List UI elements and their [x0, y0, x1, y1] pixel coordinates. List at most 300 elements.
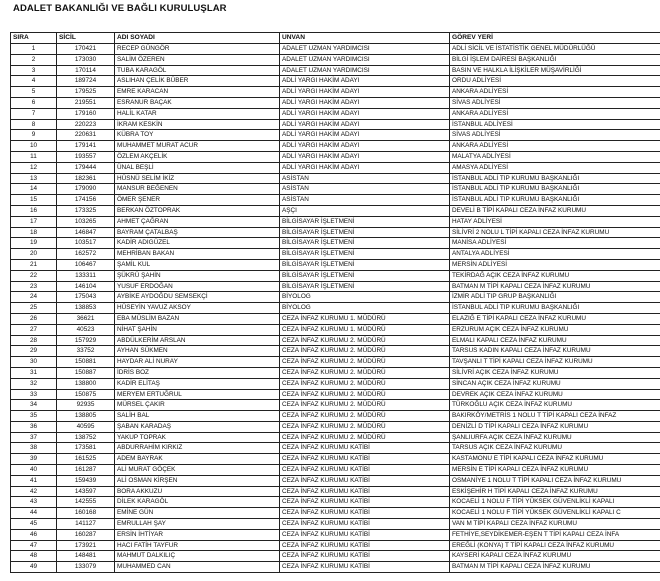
- cell-sicil: 146847: [57, 227, 115, 238]
- cell-sicil: 33752: [57, 346, 115, 357]
- cell-sicil: 179525: [57, 87, 115, 98]
- cell-sira: 41: [11, 475, 57, 486]
- cell-unvan: ADLİ YARGI HAKİM ADAYI: [280, 130, 450, 141]
- cell-gorev-yeri: ESKİŞEHİR H TİPİ KAPALI CEZA İNFAZ KURUMU: [450, 486, 660, 497]
- cell-sicil: 173581: [57, 443, 115, 454]
- cell-sicil: 219551: [57, 97, 115, 108]
- table-row: [11, 335, 660, 346]
- cell-sira: 11: [11, 151, 57, 162]
- cell-sira: 3: [11, 65, 57, 76]
- table-row: [11, 421, 660, 432]
- cell-sicil: 138853: [57, 303, 115, 314]
- table-row: [11, 529, 660, 540]
- table-row: [11, 443, 660, 454]
- cell-sira: 35: [11, 411, 57, 422]
- cell-unvan: CEZA İNFAZ KURUMU KATİBİ: [280, 551, 450, 562]
- cell-sicil: 150887: [57, 367, 115, 378]
- cell-adi-soyadi: AYBİKE AYDOĞDU SEMSEKÇİ: [115, 292, 280, 303]
- table-row: [11, 519, 660, 530]
- cell-unvan: ADLİ YARGI HAKİM ADAYI: [280, 108, 450, 119]
- cell-unvan: BİYOLOG: [280, 303, 450, 314]
- cell-gorev-yeri: MANİSA ADLİYESİ: [450, 238, 660, 249]
- cell-unvan: BİLGİSAYAR İŞLETMENİ: [280, 270, 450, 281]
- table-row: [11, 130, 660, 141]
- cell-adi-soyadi: EMİNE GÜN: [115, 508, 280, 519]
- cell-unvan: ADLİ YARGI HAKİM ADAYI: [280, 76, 450, 87]
- cell-adi-soyadi: MUHAMMET MURAT ACUR: [115, 141, 280, 152]
- cell-gorev-yeri: SİLİVRİ 2 NOLU L TİPİ KAPALI CEZA İNFAZ KURUMU: [450, 227, 660, 238]
- cell-gorev-yeri: KASTAMONU E TİPİ KAPALI CEZA İNFAZ KURUMU: [450, 454, 660, 465]
- cell-sicil: 160287: [57, 529, 115, 540]
- cell-adi-soyadi: BAYRAM ÇATALBAŞ: [115, 227, 280, 238]
- cell-sira: 48: [11, 551, 57, 562]
- cell-unvan: BİLGİSAYAR İŞLETMENİ: [280, 249, 450, 260]
- cell-sira: 19: [11, 238, 57, 249]
- table-row: [11, 508, 660, 519]
- table-row: [11, 141, 660, 152]
- cell-unvan: ADLİ YARGI HAKİM ADAYI: [280, 162, 450, 173]
- cell-adi-soyadi: SALİM ÖZEREN: [115, 54, 280, 65]
- cell-gorev-yeri: BASIN VE HALKLA İLİŞKİLER MÜŞAVİRLİĞİ: [450, 65, 660, 76]
- cell-sicil: 150875: [57, 389, 115, 400]
- cell-sira: 38: [11, 443, 57, 454]
- cell-adi-soyadi: EMRE KARACAN: [115, 87, 280, 98]
- cell-unvan: BİLGİSAYAR İŞLETMENİ: [280, 238, 450, 249]
- cell-sicil: 162572: [57, 249, 115, 260]
- cell-adi-soyadi: BORA AKKUZU: [115, 486, 280, 497]
- cell-sira: 24: [11, 292, 57, 303]
- cell-adi-soyadi: ŞÜKRÜ ŞAHİN: [115, 270, 280, 281]
- cell-unvan: CEZA İNFAZ KURUMU 2. MÜDÜRÜ: [280, 367, 450, 378]
- cell-sira: 33: [11, 389, 57, 400]
- cell-unvan: ASİSTAN: [280, 173, 450, 184]
- cell-gorev-yeri: SİNCAN AÇIK CEZA İNFAZ KURUMU: [450, 378, 660, 389]
- cell-adi-soyadi: ÖZLEM AKÇELİK: [115, 151, 280, 162]
- header-unvan: UNVAN: [280, 33, 450, 44]
- cell-gorev-yeri: ADLİ SİCİL VE İSTATİSTİK GENEL MÜDÜRLÜĞÜ: [450, 44, 660, 55]
- table-row: [11, 357, 660, 368]
- cell-sicil: 36621: [57, 313, 115, 324]
- cell-gorev-yeri: TARSUS KADIN KAPALI CEZA İNFAZ KURUMU: [450, 346, 660, 357]
- cell-adi-soyadi: MERYEM ERTUĞRUL: [115, 389, 280, 400]
- cell-adi-soyadi: HÜSEYİN YAVUZ AKSOY: [115, 303, 280, 314]
- cell-sira: 17: [11, 216, 57, 227]
- table-row: [11, 411, 660, 422]
- cell-unvan: CEZA İNFAZ KURUMU 2. MÜDÜRÜ: [280, 389, 450, 400]
- cell-sicil: 179444: [57, 162, 115, 173]
- cell-adi-soyadi: ŞABAN KARADAŞ: [115, 421, 280, 432]
- cell-adi-soyadi: KADİR ELİTAŞ: [115, 378, 280, 389]
- cell-adi-soyadi: ŞAMİL KUL: [115, 259, 280, 270]
- cell-sira: 31: [11, 367, 57, 378]
- cell-gorev-yeri: İSTANBUL ADLİ TIP KURUMU BAŞKANLIĞI: [450, 173, 660, 184]
- cell-sira: 47: [11, 540, 57, 551]
- cell-adi-soyadi: MÜRSEL ÇAKIR: [115, 400, 280, 411]
- cell-unvan: CEZA İNFAZ KURUMU KATİBİ: [280, 475, 450, 486]
- cell-gorev-yeri: BATMAN M TİPİ KAPALI CEZA İNFAZ KURUMU: [450, 562, 660, 573]
- cell-sira: 9: [11, 130, 57, 141]
- table-header-row: [11, 33, 660, 44]
- cell-sicil: 138805: [57, 411, 115, 422]
- cell-sicil: 179160: [57, 108, 115, 119]
- cell-sicil: 220631: [57, 130, 115, 141]
- table-row: [11, 400, 660, 411]
- cell-adi-soyadi: AYHAN SÜKMEN: [115, 346, 280, 357]
- table-row: [11, 227, 660, 238]
- cell-sicil: 173921: [57, 540, 115, 551]
- cell-sicil: 179141: [57, 141, 115, 152]
- cell-unvan: ADLİ YARGI HAKİM ADAYI: [280, 87, 450, 98]
- cell-gorev-yeri: İSTANBUL ADLİ TIP KURUMU BAŞKANLIĞI: [450, 184, 660, 195]
- cell-adi-soyadi: BERKAN ÖZTOPRAK: [115, 205, 280, 216]
- cell-unvan: CEZA İNFAZ KURUMU 2. MÜDÜRÜ: [280, 346, 450, 357]
- cell-sicil: 141127: [57, 519, 115, 530]
- cell-adi-soyadi: NİHAT ŞAHİN: [115, 324, 280, 335]
- cell-sira: 21: [11, 259, 57, 270]
- cell-sira: 28: [11, 335, 57, 346]
- table-body: [11, 44, 660, 573]
- cell-unvan: CEZA İNFAZ KURUMU 1. MÜDÜRÜ: [280, 324, 450, 335]
- cell-gorev-yeri: ERZURUM AÇIK CEZA İNFAZ KURUMU: [450, 324, 660, 335]
- cell-gorev-yeri: ŞANLIURFA AÇIK CEZA İNFAZ KURUMU: [450, 432, 660, 443]
- cell-gorev-yeri: KOCAELİ 1 NOLU F TİPİ YÜKSEK GÜVENLİKLİ KAPALI: [450, 497, 660, 508]
- cell-sicil: 150881: [57, 357, 115, 368]
- cell-adi-soyadi: MUHAMMED CAN: [115, 562, 280, 573]
- cell-gorev-yeri: SİVAS ADLİYESİ: [450, 130, 660, 141]
- cell-sira: 25: [11, 303, 57, 314]
- table-row: [11, 281, 660, 292]
- cell-gorev-yeri: ANTALYA ADLİYESİ: [450, 249, 660, 260]
- table-row: [11, 238, 660, 249]
- table-row: [11, 540, 660, 551]
- cell-adi-soyadi: ESRANUR BAÇAK: [115, 97, 280, 108]
- cell-sicil: 160168: [57, 508, 115, 519]
- cell-sicil: 138800: [57, 378, 115, 389]
- cell-sicil: 148481: [57, 551, 115, 562]
- cell-sicil: 173030: [57, 54, 115, 65]
- cell-sira: 29: [11, 346, 57, 357]
- document-title: ADALET BAKANLIĞI VE BAĞLI KURULUŞLAR: [13, 3, 227, 14]
- cell-sicil: 182361: [57, 173, 115, 184]
- cell-unvan: CEZA İNFAZ KURUMU 2. MÜDÜRÜ: [280, 400, 450, 411]
- cell-sira: 30: [11, 357, 57, 368]
- header-gorev-yeri: GÖREV YERİ: [450, 33, 660, 44]
- table-row: [11, 292, 660, 303]
- cell-sicil: 189724: [57, 76, 115, 87]
- cell-sicil: 161525: [57, 454, 115, 465]
- cell-sira: 49: [11, 562, 57, 573]
- cell-adi-soyadi: HACI FATİH TAYFUR: [115, 540, 280, 551]
- cell-unvan: ADLİ YARGI HAKİM ADAYI: [280, 119, 450, 130]
- cell-unvan: BİLGİSAYAR İŞLETMENİ: [280, 281, 450, 292]
- cell-unvan: ADALET UZMAN YARDIMCISI: [280, 54, 450, 65]
- table-row: [11, 465, 660, 476]
- cell-sira: 8: [11, 119, 57, 130]
- cell-sira: 18: [11, 227, 57, 238]
- cell-gorev-yeri: ANKARA ADLİYESİ: [450, 87, 660, 98]
- header-sira: SIRA: [11, 33, 57, 44]
- table-row: [11, 303, 660, 314]
- cell-unvan: CEZA İNFAZ KURUMU 1. MÜDÜRÜ: [280, 313, 450, 324]
- table-row: [11, 119, 660, 130]
- table-row: [11, 151, 660, 162]
- table-row: [11, 497, 660, 508]
- table-row: [11, 87, 660, 98]
- cell-sicil: 161287: [57, 465, 115, 476]
- cell-unvan: ADLİ YARGI HAKİM ADAYI: [280, 97, 450, 108]
- cell-sira: 6: [11, 97, 57, 108]
- table-row: [11, 173, 660, 184]
- cell-unvan: CEZA İNFAZ KURUMU KATİBİ: [280, 562, 450, 573]
- table-row: [11, 195, 660, 206]
- cell-sicil: 157929: [57, 335, 115, 346]
- table-row: [11, 378, 660, 389]
- table-row: [11, 54, 660, 65]
- table-row: [11, 65, 660, 76]
- cell-adi-soyadi: MANSUR BEĞENEN: [115, 184, 280, 195]
- cell-sira: 45: [11, 519, 57, 530]
- cell-sicil: 40595: [57, 421, 115, 432]
- cell-gorev-yeri: ANKARA ADLİYESİ: [450, 108, 660, 119]
- cell-sicil: 170421: [57, 44, 115, 55]
- cell-sira: 2: [11, 54, 57, 65]
- cell-sira: 43: [11, 497, 57, 508]
- cell-gorev-yeri: EREĞLİ (KONYA) T TİPİ KAPALI CEZA İNFAZ KURUMU: [450, 540, 660, 551]
- table-row: [11, 367, 660, 378]
- cell-gorev-yeri: TAVŞANLI T TİPİ KAPALI CEZA İNFAZ KURUMU: [450, 357, 660, 368]
- cell-adi-soyadi: ERSİN İHTİYAR: [115, 529, 280, 540]
- cell-adi-soyadi: EMRULLAH ŞAY: [115, 519, 280, 530]
- header-adi-soyadi: ADI SOYADI: [115, 33, 280, 44]
- cell-adi-soyadi: DİLEK KARAGÖL: [115, 497, 280, 508]
- cell-unvan: BİLGİSAYAR İŞLETMENİ: [280, 227, 450, 238]
- table-row: [11, 44, 660, 55]
- table-row: [11, 76, 660, 87]
- cell-gorev-yeri: ANKARA ADLİYESİ: [450, 141, 660, 152]
- cell-gorev-yeri: BAKIRKÖY/METRİS 1 NOLU T TİPİ KAPALI CEZA İNFAZ: [450, 411, 660, 422]
- cell-gorev-yeri: SİLİVRİ AÇIK CEZA İNFAZ KURUMU: [450, 367, 660, 378]
- table-row: [11, 259, 660, 270]
- cell-sira: 20: [11, 249, 57, 260]
- cell-sicil: 103265: [57, 216, 115, 227]
- cell-unvan: CEZA İNFAZ KURUMU KATİBİ: [280, 519, 450, 530]
- cell-sira: 37: [11, 432, 57, 443]
- cell-sicil: 103517: [57, 238, 115, 249]
- cell-sira: 26: [11, 313, 57, 324]
- cell-sira: 40: [11, 465, 57, 476]
- cell-gorev-yeri: OSMANİYE 1 NOLU T TİPİ KAPALI CEZA İNFAZ KURUMU: [450, 475, 660, 486]
- cell-unvan: ADLİ YARGI HAKİM ADAYI: [280, 151, 450, 162]
- table-row: [11, 216, 660, 227]
- table-row: [11, 184, 660, 195]
- cell-gorev-yeri: İSTANBUL ADLİ TIP KURUMU BAŞKANLIĞI: [450, 303, 660, 314]
- cell-adi-soyadi: ALİ MURAT GÖÇEK: [115, 465, 280, 476]
- cell-sira: 22: [11, 270, 57, 281]
- cell-sira: 1: [11, 44, 57, 55]
- cell-gorev-yeri: İZMİR ADLİ TIP GRUP BAŞKANLIĞI: [450, 292, 660, 303]
- cell-adi-soyadi: EBA MÜSLİM BAZAN: [115, 313, 280, 324]
- cell-unvan: CEZA İNFAZ KURUMU 2. MÜDÜRÜ: [280, 421, 450, 432]
- cell-gorev-yeri: ORDU ADLİYESİ: [450, 76, 660, 87]
- cell-adi-soyadi: HAYDAR ALİ NURAY: [115, 357, 280, 368]
- cell-sira: 44: [11, 508, 57, 519]
- cell-adi-soyadi: ALİ OSMAN KİRŞEN: [115, 475, 280, 486]
- cell-sicil: 143597: [57, 486, 115, 497]
- cell-sira: 14: [11, 184, 57, 195]
- cell-unvan: ASİSTAN: [280, 184, 450, 195]
- table-row: [11, 324, 660, 335]
- table-row: [11, 475, 660, 486]
- cell-sicil: 193557: [57, 151, 115, 162]
- cell-adi-soyadi: YAKUP TOPRAK: [115, 432, 280, 443]
- cell-adi-soyadi: ABDÜLKERİM ARSLAN: [115, 335, 280, 346]
- cell-gorev-yeri: İSTANBUL ADLİYESİ: [450, 119, 660, 130]
- cell-gorev-yeri: MALATYA ADLİYESİ: [450, 151, 660, 162]
- cell-adi-soyadi: KADİR ADIGÜZEL: [115, 238, 280, 249]
- cell-adi-soyadi: AHMET ÇAĞRAN: [115, 216, 280, 227]
- cell-adi-soyadi: MAHMUT DALKILIÇ: [115, 551, 280, 562]
- cell-gorev-yeri: MERSİN ADLİYESİ: [450, 259, 660, 270]
- cell-sira: 13: [11, 173, 57, 184]
- cell-adi-soyadi: İDRİS BOZ: [115, 367, 280, 378]
- cell-sicil: 106467: [57, 259, 115, 270]
- cell-gorev-yeri: FETHİYE,SEYDİKEMER-EŞEN T TİPİ KAPALI CEZA İNFA: [450, 529, 660, 540]
- cell-sicil: 133079: [57, 562, 115, 573]
- cell-adi-soyadi: YUSUF ERDOĞAN: [115, 281, 280, 292]
- cell-unvan: CEZA İNFAZ KURUMU KATİBİ: [280, 540, 450, 551]
- cell-sira: 34: [11, 400, 57, 411]
- cell-sicil: 146104: [57, 281, 115, 292]
- cell-gorev-yeri: İSTANBUL ADLİ TIP KURUMU BAŞKANLIĞI: [450, 195, 660, 206]
- cell-gorev-yeri: AMASYA ADLİYESİ: [450, 162, 660, 173]
- cell-adi-soyadi: HALİL KATAR: [115, 108, 280, 119]
- cell-sira: 12: [11, 162, 57, 173]
- table-row: [11, 97, 660, 108]
- cell-sira: 4: [11, 76, 57, 87]
- cell-sicil: 179090: [57, 184, 115, 195]
- cell-sira: 5: [11, 87, 57, 98]
- cell-sicil: 173325: [57, 205, 115, 216]
- cell-gorev-yeri: SİVAS ADLİYESİ: [450, 97, 660, 108]
- cell-unvan: CEZA İNFAZ KURUMU 2. MÜDÜRÜ: [280, 357, 450, 368]
- table-row: [11, 389, 660, 400]
- cell-adi-soyadi: HÜSNÜ SELİM İKİZ: [115, 173, 280, 184]
- cell-unvan: CEZA İNFAZ KURUMU 2. MÜDÜRÜ: [280, 378, 450, 389]
- cell-sicil: 142555: [57, 497, 115, 508]
- table-row: [11, 108, 660, 119]
- cell-gorev-yeri: ELAZIĞ E TİPİ KAPALI CEZA İNFAZ KURUMU: [450, 313, 660, 324]
- cell-adi-soyadi: MEHRİBAN BAKAN: [115, 249, 280, 260]
- cell-gorev-yeri: KOCAELİ 1 NOLU F TİPİ YÜKSEK GÜVENLİKLİ KAPALI C: [450, 508, 660, 519]
- cell-sicil: 175043: [57, 292, 115, 303]
- cell-sicil: 40523: [57, 324, 115, 335]
- cell-unvan: CEZA İNFAZ KURUMU KATİBİ: [280, 454, 450, 465]
- cell-sicil: 92935: [57, 400, 115, 411]
- cell-unvan: ASİSTAN: [280, 195, 450, 206]
- cell-unvan: BİLGİSAYAR İŞLETMENİ: [280, 259, 450, 270]
- table-row: [11, 562, 660, 573]
- cell-sira: 10: [11, 141, 57, 152]
- cell-sicil: 138752: [57, 432, 115, 443]
- cell-gorev-yeri: TEKİRDAĞ AÇIK CEZA İNFAZ KURUMU: [450, 270, 660, 281]
- cell-adi-soyadi: RECEP GÜNGÖR: [115, 44, 280, 55]
- cell-unvan: CEZA İNFAZ KURUMU KATİBİ: [280, 465, 450, 476]
- table-row: [11, 205, 660, 216]
- cell-gorev-yeri: DEVREK AÇIK CEZA İNFAZ KURUMU: [450, 389, 660, 400]
- cell-sira: 16: [11, 205, 57, 216]
- personnel-table: [10, 32, 660, 573]
- cell-unvan: CEZA İNFAZ KURUMU KATİBİ: [280, 497, 450, 508]
- table-row: [11, 486, 660, 497]
- cell-gorev-yeri: KAYSERİ KAPALI CEZA İNFAZ KURUMU: [450, 551, 660, 562]
- cell-adi-soyadi: İKRAM KESKİN: [115, 119, 280, 130]
- cell-unvan: ADLİ YARGI HAKİM ADAYI: [280, 141, 450, 152]
- header-sicil: SİCİL: [57, 33, 115, 44]
- cell-unvan: CEZA İNFAZ KURUMU KATİBİ: [280, 508, 450, 519]
- cell-adi-soyadi: ABDURRAHİM KIRKIZ: [115, 443, 280, 454]
- cell-gorev-yeri: TÜRKOĞLU AÇIK CEZA İNFAZ KURUMU: [450, 400, 660, 411]
- cell-sira: 27: [11, 324, 57, 335]
- table-row: [11, 270, 660, 281]
- cell-unvan: AŞÇI: [280, 205, 450, 216]
- cell-unvan: CEZA İNFAZ KURUMU KATİBİ: [280, 443, 450, 454]
- cell-sicil: 170114: [57, 65, 115, 76]
- cell-adi-soyadi: ADEM BAYRAK: [115, 454, 280, 465]
- cell-gorev-yeri: DENİZLİ D TİPİ KAPALI CEZA İNFAZ KURUMU: [450, 421, 660, 432]
- cell-sicil: 220223: [57, 119, 115, 130]
- cell-adi-soyadi: TUBA KARAGÖL: [115, 65, 280, 76]
- table-row: [11, 454, 660, 465]
- cell-sira: 36: [11, 421, 57, 432]
- cell-gorev-yeri: ELMALI KAPALI CEZA İNFAZ KURUMU: [450, 335, 660, 346]
- cell-sicil: 159439: [57, 475, 115, 486]
- cell-unvan: CEZA İNFAZ KURUMU 2. MÜDÜRÜ: [280, 335, 450, 346]
- cell-sira: 46: [11, 529, 57, 540]
- cell-sira: 7: [11, 108, 57, 119]
- table-row: [11, 162, 660, 173]
- cell-adi-soyadi: ÜNAL BEŞLİ: [115, 162, 280, 173]
- cell-adi-soyadi: SALİH BAL: [115, 411, 280, 422]
- cell-gorev-yeri: VAN M TİPİ KAPALI CEZA İNFAZ KURUMU: [450, 519, 660, 530]
- cell-adi-soyadi: ASLIHAN ÇELİK BÜBER: [115, 76, 280, 87]
- cell-sicil: 174156: [57, 195, 115, 206]
- table-row: [11, 432, 660, 443]
- cell-unvan: BİLGİSAYAR İŞLETMENİ: [280, 216, 450, 227]
- cell-gorev-yeri: BİLGİ İŞLEM DAİRESİ BAŞKANLIĞI: [450, 54, 660, 65]
- cell-adi-soyadi: KÜBRA TOY: [115, 130, 280, 141]
- cell-gorev-yeri: TARSUS AÇIK CEZA İNFAZ KURUMU: [450, 443, 660, 454]
- table-row: [11, 313, 660, 324]
- cell-sicil: 133311: [57, 270, 115, 281]
- cell-unvan: CEZA İNFAZ KURUMU 2. MÜDÜRÜ: [280, 411, 450, 422]
- cell-sira: 39: [11, 454, 57, 465]
- cell-unvan: CEZA İNFAZ KURUMU KATİBİ: [280, 486, 450, 497]
- table-row: [11, 249, 660, 260]
- cell-sira: 32: [11, 378, 57, 389]
- cell-gorev-yeri: MERSİN E TİPİ KAPALI CEZA İNFAZ KURUMU: [450, 465, 660, 476]
- cell-gorev-yeri: BATMAN M TİPİ KAPALI CEZA İNFAZ KURUMU: [450, 281, 660, 292]
- cell-adi-soyadi: ÖMER ŞENER: [115, 195, 280, 206]
- table-row: [11, 551, 660, 562]
- cell-gorev-yeri: DEVELİ B TİPİ KAPALI CEZA İNFAZ KURUMU: [450, 205, 660, 216]
- cell-unvan: CEZA İNFAZ KURUMU 2. MÜDÜRÜ: [280, 432, 450, 443]
- cell-sira: 15: [11, 195, 57, 206]
- cell-sira: 42: [11, 486, 57, 497]
- table-row: [11, 346, 660, 357]
- cell-unvan: CEZA İNFAZ KURUMU KATİBİ: [280, 529, 450, 540]
- cell-gorev-yeri: HATAY ADLİYESİ: [450, 216, 660, 227]
- cell-sira: 23: [11, 281, 57, 292]
